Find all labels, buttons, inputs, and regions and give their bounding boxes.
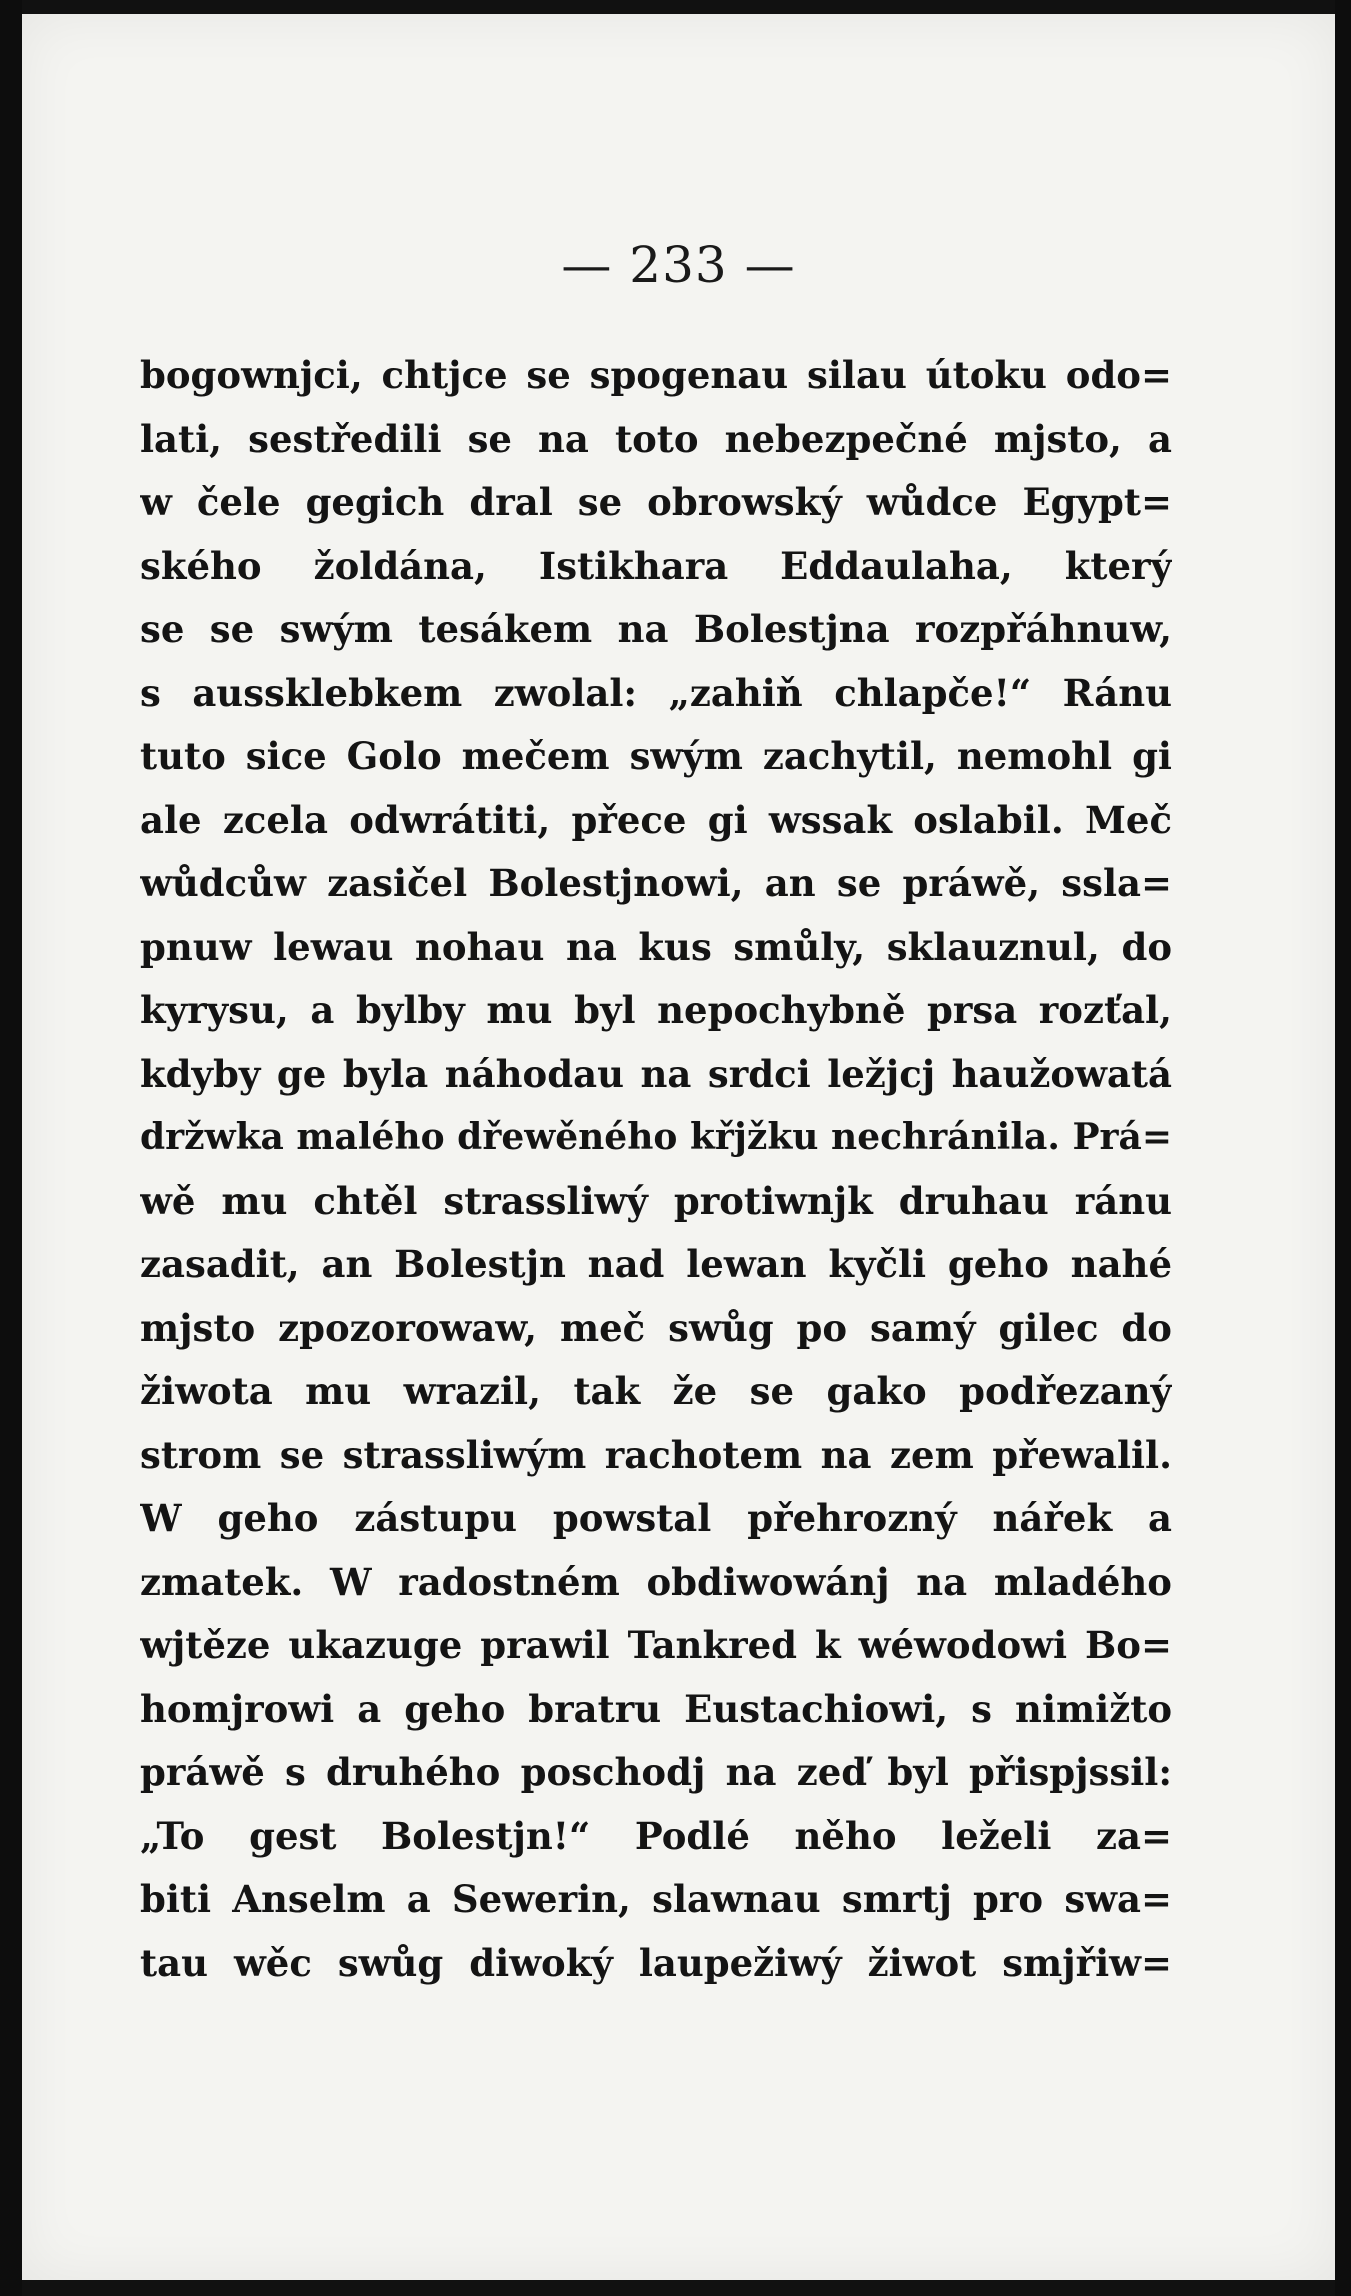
text-line: tau wěc swůg diwoký laupežiwý žiwot smjřiw= <box>140 1940 1172 1985</box>
text-line: s aussklebkem zwolal: „zahiň chlapče!“ Ránu <box>140 670 1172 715</box>
text-line: strom se strassliwým rachotem na zem přewalil. <box>140 1432 1172 1477</box>
text-line: biti Anselm a Sewerin, slawnau smrtj pro swa= <box>140 1877 1172 1921</box>
text-line: wůdcůw zasičel Bolestjnowi, an se práwě, ssla= <box>140 861 1172 905</box>
text-line: se se swým tesákem na Bolestjna rozpřáhnuw, <box>140 607 1172 651</box>
text-line: wjtěze ukazuge prawil Tankred k wéwodowi Bo= <box>140 1623 1172 1667</box>
text-line: bogownjci, chtjce se spogenau silau útoku odo= <box>140 353 1172 397</box>
text-line: ale zcela odwrátiti, přece gi wssak oslabil. Meč <box>140 797 1172 842</box>
text-line: tuto sice Golo mečem swým zachytil, nemohl gi <box>140 734 1172 778</box>
text-line: homjrowi a geho bratru Eustachiowi, s nimižto <box>140 1686 1172 1731</box>
text-line: žiwota mu wrazil, tak že se gako podřezaný <box>140 1369 1172 1413</box>
text-line: držwka malého dřewěného křjžku nechránila. Prá= <box>140 1116 1172 1158</box>
text-line: mjsto zpozorowaw, meč swůg po samý gilec do <box>140 1305 1172 1350</box>
text-line: „To gest Bolestjn!“ Podlé něho leželi za= <box>140 1813 1172 1858</box>
text-line: kyrysu, a bylby mu byl nepochybně prsa rozťal, <box>140 988 1172 1032</box>
scan-right-edge <box>1335 0 1351 2296</box>
text-line: kdyby ge byla náhodau na srdci ležjcj haužowatá <box>140 1051 1172 1096</box>
text-line: lati, sestředili se na toto nebezpečné mjsto, a <box>140 416 1172 461</box>
text-line: ského žoldána, Istikhara Eddaulaha, který <box>140 543 1172 588</box>
page-number: — 233 — <box>561 236 796 294</box>
text-line: zasadit, an Bolestjn nad lewan kyčli geho nahé <box>140 1242 1172 1286</box>
text-line: práwě s druhého poschodj na zeď byl přispjssil: <box>140 1750 1172 1794</box>
text-line: wě mu chtěl strassliwý protiwnjk druhau ránu <box>140 1178 1172 1223</box>
body-text <box>140 344 1172 1995</box>
text-line: w čele gegich dral se obrowský wůdce Egypt= <box>140 480 1172 524</box>
text-line: zmatek. W radostném obdiwowánj na mladého <box>140 1559 1172 1604</box>
text-line: W geho zástupu powstal přehrozný nářek a <box>140 1496 1172 1540</box>
text-line: pnuw lewau nohau na kus smůly, sklauznul, do <box>140 924 1172 969</box>
scan-left-edge <box>0 0 22 2296</box>
book-page <box>22 14 1335 2280</box>
